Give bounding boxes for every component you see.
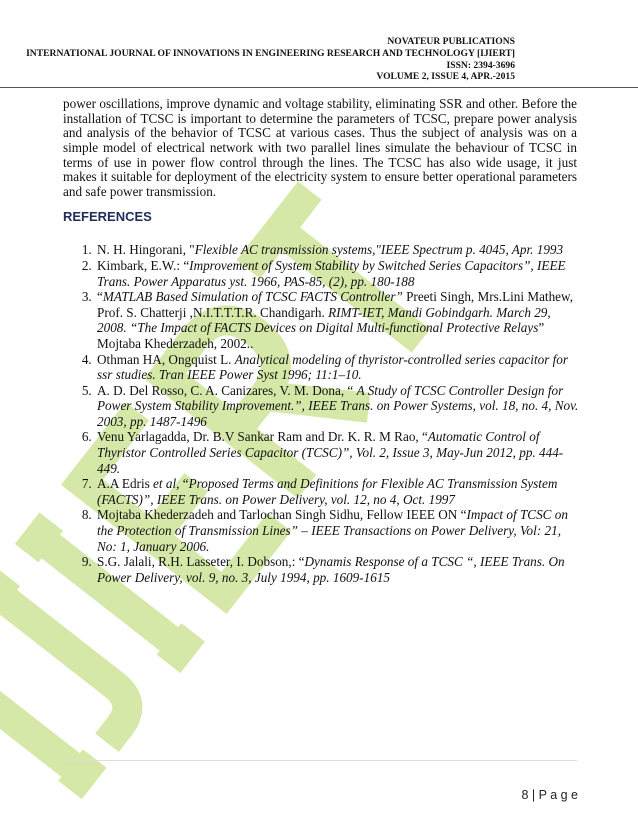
- volume: VOLUME 2, ISSUE 4, APR.-2015: [376, 71, 515, 83]
- footer-rule: [63, 760, 577, 761]
- page-number: 8 | P a g e: [521, 788, 578, 802]
- reference-item: 7. A.A Edris et al, “Proposed Terms and Definitions for Flexible AC Transmission System (FACTS)”, IEEE Trans. on Power Delivery, vol. 12, no 4, Oct. 1997: [95, 476, 580, 507]
- publisher: NOVATEUR PUBLICATIONS: [387, 36, 515, 47]
- issn: ISSN: 2394-3696: [446, 59, 515, 71]
- watermark-letter-j: [0, 577, 150, 743]
- reference-item: 4. Othman HA, Ongquist L. Analytical modeling of thyristor-controlled series capacitor for ssr studies. Tran IEEE Power Syst 1996; 11:1–10.: [95, 352, 580, 383]
- reference-item: 1. N. H. Hingorani, "Flexible AC transmission systems,"IEEE Spectrum p. 4045, Apr. 1993: [95, 242, 580, 258]
- reference-item: 3. “MATLAB Based Simulation of TCSC FACTS Controller” Preeti Singh, Mrs.Lini Mathew, Prof. S. Chatterji ,N.I.T.T.T.R. Chandigarh. RIMT-IET, Mandi Gobindgarh. March 29, 2008. “The Impact of FACTS Devices on Digital Multi-functional Protective Relays” Mojtaba Khederzadeh, 2002..: [95, 289, 580, 351]
- body-paragraph: power oscillations, improve dynamic and voltage stability, eliminating SSR and other. Before the installation of TCSC is important to determine the parameters of TCSC, prepare power analysis and analysis of the behavior of TCSC at various cases. Thus the subject of analysis was on a simple model of electrical network with two parallel lines simulate the behaviour of TCSC in terms of use in power flow control through the lines. The TCSC has also wide usage, it just makes it suitable for deployment of the electricity system to ensure better operational parameters and safe power transmission.: [63, 96, 577, 199]
- reference-item: 2. Kimbark, E.W.: “Improvement of System Stability by Switched Series Capacitors”, IEEE Trans. Power Apparatus yst. 1966, PAS-85, (2), pp. 180-188: [95, 258, 580, 289]
- reference-item: 5. A. D. Del Rosso, C. A. Canizares, V. M. Dona, “ A Study of TCSC Controller Design for Power System Stability Improvement.”, IEEE Trans. on Power Systems, vol. 18, no. 4, Nov. 2003, pp. 1487-1496: [95, 383, 580, 430]
- reference-list: [70, 242, 580, 585]
- journal-title: INTERNATIONAL JOURNAL OF INNOVATIONS IN ENGINEERING RESEARCH AND TECHNOLOGY [IJIERT]: [26, 47, 515, 59]
- header-rule: [0, 87, 638, 88]
- references-heading: REFERENCES: [63, 209, 152, 225]
- journal-header: [0, 36, 515, 83]
- reference-item: 8. Mojtaba Khederzadeh and Tarlochan Singh Sidhu, Fellow IEEE ON “Impact of TCSC on the Protection of Transmission Lines” – IEEE Transactions on Power Delivery, Vol: 21, No: 1, January 2006.: [95, 507, 580, 554]
- watermark-letter-i: [0, 648, 95, 790]
- reference-item: 6. Venu Yarlagadda, Dr. B.V Sankar Ram and Dr. K. R. M Rao, “Automatic Control of Thyristor Controlled Series Capacitor (TCSC)”, Vol. 2, Issue 3, May-Jun 2012, pp. 444-449.: [95, 429, 580, 476]
- reference-item: 9. S.G. Jalali, R.H. Lasseter, I. Dobson,: “Dynamis Response of a TCSC “, IEEE Trans. On Power Delivery, vol. 9, no. 3, July 1994, pp. 1609-1615: [95, 554, 580, 585]
